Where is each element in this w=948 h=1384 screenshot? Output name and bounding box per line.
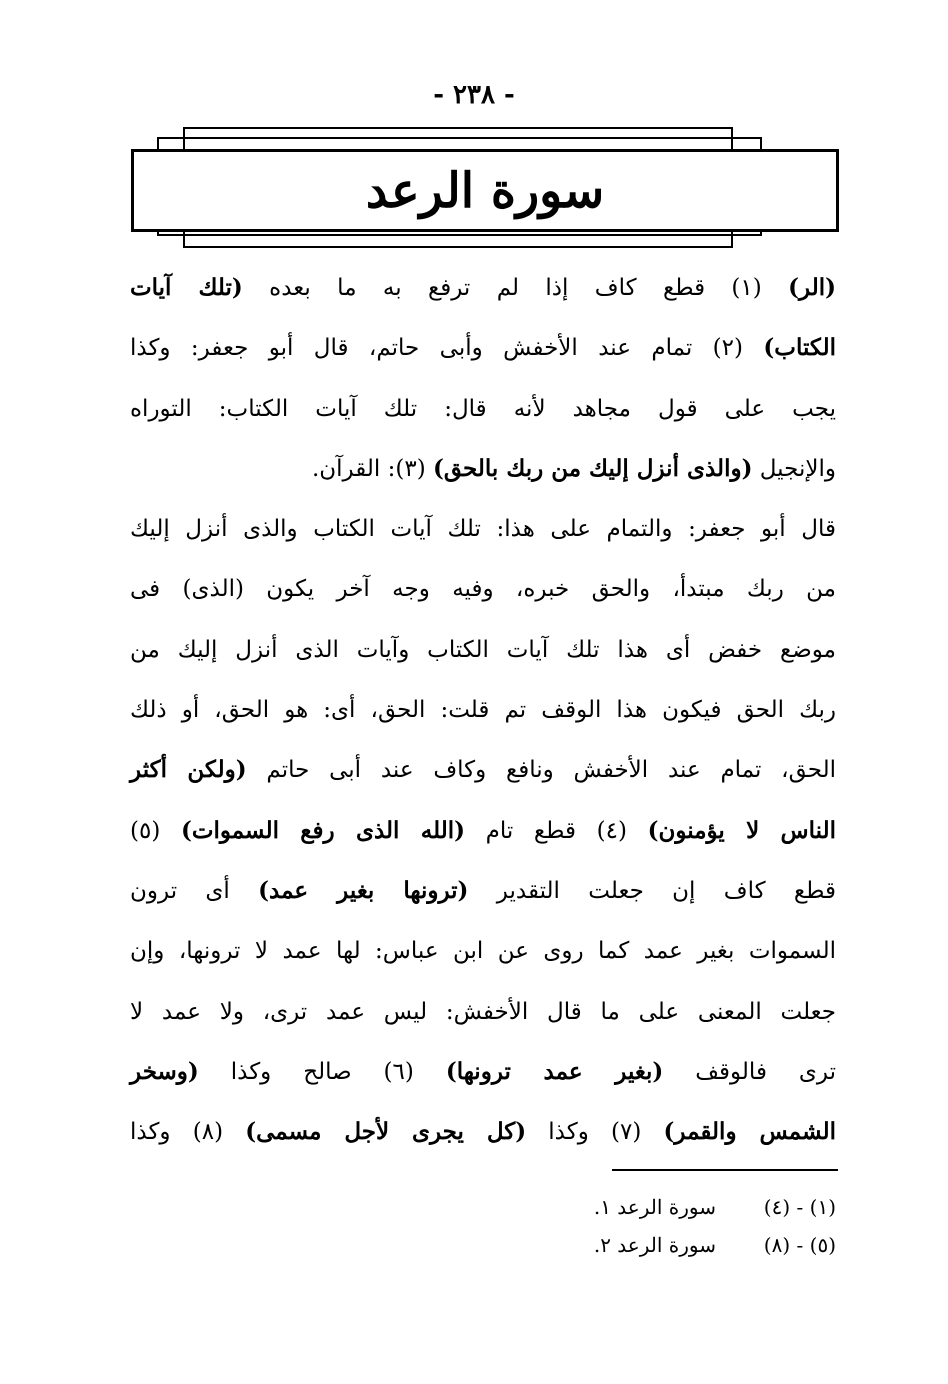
commentary-text: (١) قطع كاف إذا لم ترفع به ما بعده	[242, 275, 789, 301]
text-line	[130, 861, 836, 921]
quran-quote: (الله الذى رفع السموات)	[180, 816, 465, 844]
footnote-range: (٥) - (٨)	[763, 1233, 836, 1257]
commentary-text: ربك الحق فيكون هذا الوقف تم قلت: الحق، أى: هو الحق، أو ذلك	[130, 697, 836, 724]
footnotes	[470, 1188, 836, 1264]
text-line	[130, 680, 836, 740]
quran-quote: (ولكن أكثر	[130, 756, 247, 784]
commentary-text: قال أبو جعفر: والتمام على هذا: تلك آيات الكتاب والذى أنزل إليك	[130, 516, 836, 543]
commentary-text: أى ترون	[130, 877, 259, 904]
quran-quote: الناس لا يؤمنون)	[647, 816, 836, 844]
text-line	[130, 740, 836, 800]
commentary-text: (٨) وكذا	[130, 1119, 246, 1146]
commentary-text: يجب على قول مجاهد لأنه قال: تلك آيات الكتاب: التوراه	[130, 395, 836, 422]
text-line	[130, 620, 836, 680]
commentary-text: جعلت المعنى على ما قال الأخفش: ليس عمد ترى، ولا عمد لا	[130, 998, 836, 1025]
commentary-text: والإنجيل	[752, 455, 836, 482]
quran-quote: الشمس والقمر)	[663, 1118, 836, 1146]
text-line	[130, 559, 836, 619]
surah-title-box	[131, 149, 839, 232]
text-line	[130, 258, 836, 318]
footnote-text: سورة الرعد ١.	[593, 1195, 716, 1219]
commentary-text: السموات بغير عمد كما روى عن ابن عباس: لها عمد لا ترونها، وإن	[130, 938, 836, 965]
commentary-text: (٣): القرآن.	[311, 455, 433, 482]
surah-title: سورة الرعد	[365, 162, 605, 219]
quran-quote: (كل يجرى لأجل مسمى)	[245, 1118, 527, 1146]
quran-quote: الكتاب)	[763, 334, 836, 362]
text-line	[130, 318, 836, 378]
quran-quote: (الر)	[788, 274, 836, 301]
text-line	[130, 1042, 836, 1102]
commentary-text: (٢) تمام عند الأخفش وأبى حاتم، قال أبو جعفر: وكذا	[130, 335, 764, 362]
quran-quote: (والذى أنزل إليك من ربك بالحق)	[432, 454, 753, 482]
commentary-text: (٧) وكذا	[526, 1119, 664, 1146]
footnote-1	[470, 1188, 836, 1226]
commentary-text: موضع خفض أى هذا تلك آيات الكتاب وآيات الذى أنزل إليك من	[130, 636, 836, 663]
text-line	[130, 379, 836, 439]
commentary-text: ترى فالوقف	[663, 1058, 836, 1085]
text-line	[130, 439, 836, 499]
page-number: - ٢٣٨ -	[433, 80, 515, 110]
body-text	[130, 258, 836, 1162]
text-line	[130, 982, 836, 1042]
commentary-text: من ربك مبتدأ، والحق خبره، وفيه وجه آخر يكون (الذى) فى	[130, 576, 836, 603]
footnote-text: سورة الرعد ٢.	[593, 1233, 716, 1257]
commentary-text: قطع كاف إن جعلت التقدير	[468, 877, 836, 904]
commentary-text: الحق، تمام عند الأخفش ونافع وكاف عند أبى حاتم	[246, 757, 836, 784]
commentary-text: (٤) قطع تام	[465, 817, 648, 844]
text-line	[130, 801, 836, 861]
quran-quote: (تلك آيات	[130, 274, 243, 301]
commentary-text: (٥)	[130, 817, 181, 844]
footnote-2	[470, 1226, 836, 1264]
quran-quote: (وسخر	[130, 1057, 199, 1085]
quran-quote: (بغير عمد ترونها)	[445, 1057, 664, 1085]
text-line	[130, 921, 836, 981]
text-line	[130, 1102, 836, 1162]
footnote-range: (١) - (٤)	[763, 1195, 836, 1219]
commentary-text: (٦) صالح وكذا	[198, 1058, 446, 1085]
footnote-divider	[612, 1169, 838, 1171]
quran-quote: (ترونها بغير عمد)	[258, 876, 469, 904]
text-line	[130, 499, 836, 559]
